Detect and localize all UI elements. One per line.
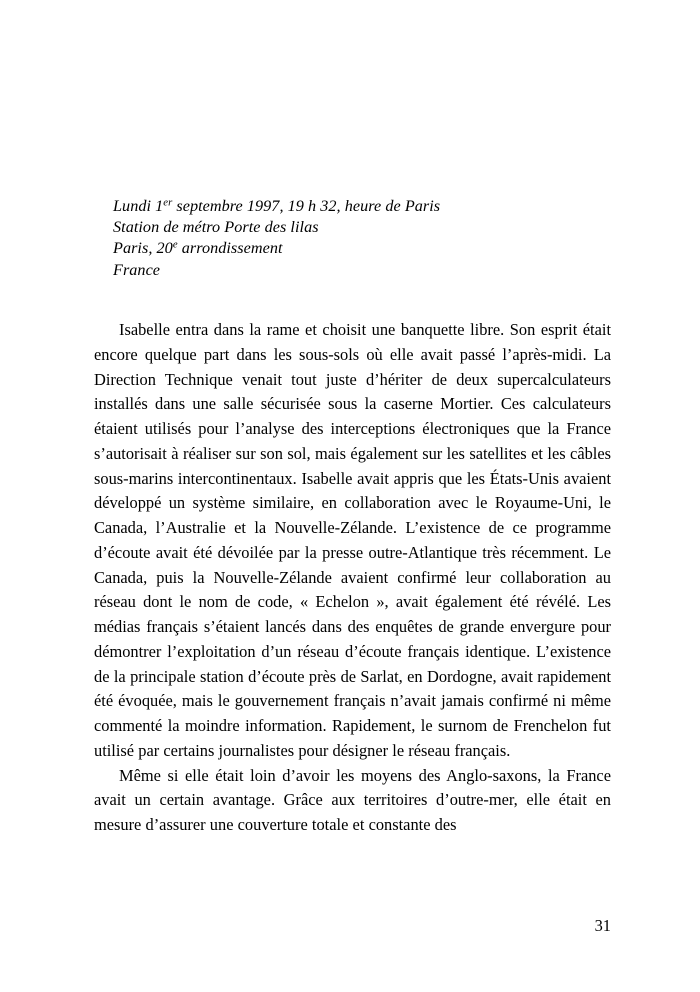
dateline-superscript: e — [172, 238, 178, 251]
dateline-superscript: er — [163, 196, 173, 209]
dateline-text-before: France — [113, 260, 161, 279]
dateline-line — [113, 196, 613, 217]
page-number: 31 — [594, 916, 611, 935]
dateline-line — [113, 217, 613, 238]
dateline-text-after: septembre 1997, 19 h 32, heure de Paris — [172, 197, 441, 215]
dateline-text-before: Paris, 20 — [113, 239, 173, 258]
dateline-line — [113, 238, 613, 259]
dateline-text-before: Station de métro Porte des lilas — [113, 218, 319, 237]
dateline-block — [113, 196, 613, 281]
paragraph: Isabelle entra dans la rame et choisit une banquette libre. Son esprit était encore quelque part dans les sous-sols où elle avait passé l’après-midi. La Direction Technique venait tout juste d’hériter de deux supercalculateurs installés dans une salle sécurisée sous la caserne Mortier. Ces calculateurs étaient utilisés pour l’analyse des interceptions électroniques que la France s’autorisait à réaliser sur son sol, mais également sur les satellites et les câbles sous-marins intercontinentaux. Isabelle avait appris que les États-Unis avaient développé un système similaire, en collaboration avec le Royaume-Uni, le Canada, l’Australie et la Nouvelle-Zélande. L’existence de ce programme d’écoute avait été dévoilée par la presse outre-Atlantique très récemment. Le Canada, puis la Nouvelle-Zélande avaient confirmé leur collaboration au réseau dont le nom de code, « Echelon », avait également été révélé. Les médias français s’étaient lancés dans des enquêtes de grande envergure pour démontrer l’exploitation d’un réseau d’écoute français identique. L’existence de la principale station d’écoute près de Sarlat, en Dordogne, avait rapidement été évoquée, mais le gouvernement français n’avait jamais confirmé ni même commenté la moindre information. Rapidement, le surnom de Frenchelon fut utilisé par certains journalistes pour désigner le réseau français. — [94, 320, 611, 760]
dateline-text-before: Lundi 1 — [113, 197, 164, 215]
body-text — [94, 318, 611, 838]
paragraph: Même si elle était loin d’avoir les moyens des Anglo-saxons, la France avait un certain avantage. Grâce aux territoires d’outre-mer, elle était en mesure d’assurer une couverture totale et constante des — [94, 765, 611, 834]
dateline-text-after: arrondissement — [177, 239, 283, 258]
dateline-line — [113, 260, 613, 281]
